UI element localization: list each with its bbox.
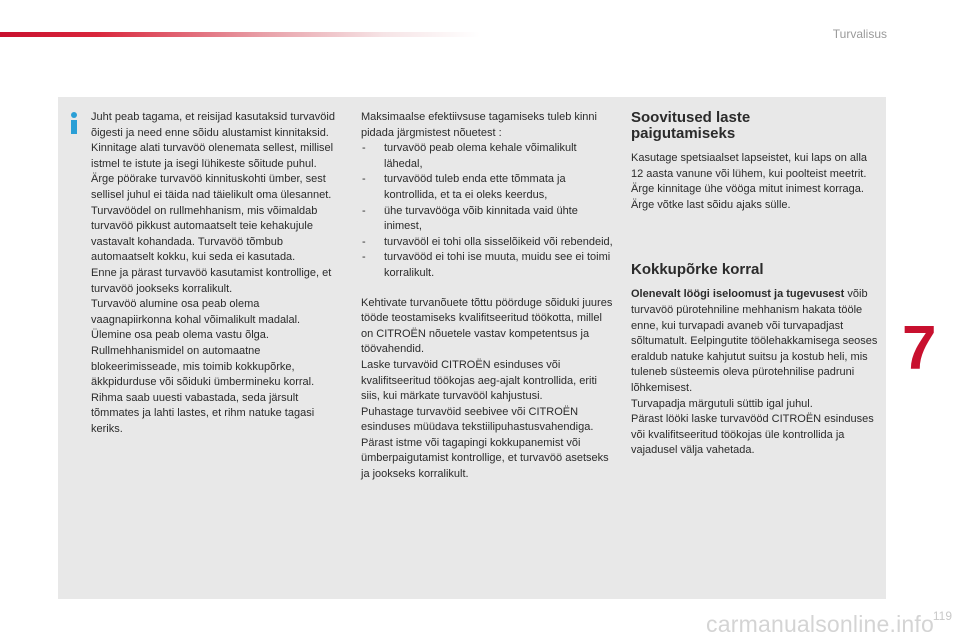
service-paragraph: Puhastage turvavöid seebivee või CITROËN esinduses müüdava tekstiilipuhastusvahendiga.	[361, 405, 594, 434]
info-paragraph: Turvavöödel on rullmehhanism, mis võimaldab turvavöö pikkust automaatselt teie kehakujule vastavalt kohandada. Turvavöö tõmbub automaatselt kokku, kui seda ei kasutada.	[91, 204, 318, 264]
info-paragraph: Ülemine osa peab olema vastu õlga.	[91, 329, 269, 342]
info-paragraph: Turvavöö alumine osa peab olema vaagnapiirkonna kohal võimalikult madalal.	[91, 298, 301, 326]
info-paragraph: Ärge pöörake turvavöö kinnituskohti ümber, sest sellisel juhul ei täida nad täielikult oma ülesannet.	[91, 173, 332, 201]
watermark: carmanualsonline.info	[706, 611, 934, 637]
info-paragraph: Kinnitage alati turvavöö olenemata sellest, millisel istmel te istute ja isegi lühikeste sõitude puhul.	[91, 142, 334, 170]
collision-lead-paragraph	[631, 287, 881, 396]
info-paragraph: Juht peab tagama, et reisijad kasutaksid turvavöid õigesti ja need enne sõidu alustamist kinnitaksid.	[91, 111, 335, 139]
requirements-column	[361, 110, 613, 483]
placement-paragraph: Ärge võtke last sõidu ajaks sülle.	[631, 198, 791, 211]
section-title: Turvalisus	[832, 27, 887, 41]
collision-lead-rest: võib turvavöö pürotehniline mehhanism hakata tööle enne, kui turvapadi avaneb või turvapadjast sõltumatult. Eelpingutite töölehakkamisega seoses eraldub natuke kahjutut suitsu ja kostub heli, mis tuleneb süsteemis oleva pürotehnilise padruni lõhkemisest.	[631, 288, 878, 394]
service-paragraph: Kehtivate turvanõuete tõttu pöörduge sõiduki juures tööde teostamiseks kvalifitseeritud töökotta, millel on CITROËN nõuetele vastav kompetentsus ja töövahendid.	[361, 296, 613, 356]
placement-heading: Soovitused laste paigutamiseks	[631, 109, 751, 142]
collision-paragraph: Turvapadja märgutuli süttib igal juhul.	[631, 397, 813, 410]
info-paragraph: Rullmehhanismidel on automaatne blokeerimisseade, mis toimib kokkupõrke, äkkpidurduse või sõiduki ümbermineku korral. Rihma saab uuesti vabastada, seda järsult tõmmates ja lahti lastes, et rihm natuke tagasi keriks.	[91, 344, 315, 435]
info-paragraph: Enne ja pärast turvavöö kasutamist kontrollige, et turvavöö jookseks korralikult.	[91, 266, 332, 295]
info-column	[91, 110, 343, 437]
requirements-intro: Maksimaalse efektiivsuse tagamiseks tuleb kinni pidada järgmistest nõuetest :	[361, 111, 597, 139]
collision-bold-lead: Olenevalt löögi iseloomust ja tugevusest	[631, 288, 845, 301]
requirements-list	[361, 141, 613, 281]
list-item: - turvavööl ei tohi olla sisselõikeid või rebendeid,	[361, 235, 613, 251]
list-item: - ühe turvavööga võib kinnitada vaid ühte inimest,	[361, 204, 613, 235]
placement-paragraph: Ärge kinnitage ühe vööga mitut inimest korraga.	[631, 183, 864, 196]
service-paragraph: Laske turvavöid CITROËN esinduses või kvalifitseeritud töökojas aeg-ajalt kontrollida, eriti siis, kui märkate turvavööl kahjustusi.	[361, 358, 598, 403]
list-item: - turvavööd tuleb enda ette tõmmata ja kontrollida, et ta ei oleks keerdus,	[361, 172, 613, 203]
service-paragraph: Pärast istme või tagapingi kokkupanemist või ümberpaigutamist kontrollige, et turvavöö asetseks ja jookseks korralikult.	[361, 436, 609, 481]
list-item: - turvavöö peab olema kehale võimalikult lähedal,	[361, 141, 613, 172]
header-accent-bar	[0, 32, 480, 37]
info-icon	[68, 112, 80, 134]
children-collision-column	[631, 110, 881, 459]
chapter-number: 7	[902, 314, 937, 383]
page-number: 119	[932, 609, 952, 623]
collision-heading: Kokkupõrke korral	[631, 261, 764, 279]
list-item: - turvavööd ei tohi ise muuta, muidu see ei toimi korralikult.	[361, 250, 613, 281]
collision-paragraph: Pärast lööki laske turvavööd CITROËN esinduses või kvalifitseeritud töökojas üle kontrollida ja vajadusel välja vahetada.	[631, 413, 874, 457]
placement-paragraph: Kasutage spetsiaalset lapseistet, kui laps on alla 12 aasta vanune või lühem, kui poolteist meetrit.	[631, 152, 868, 180]
